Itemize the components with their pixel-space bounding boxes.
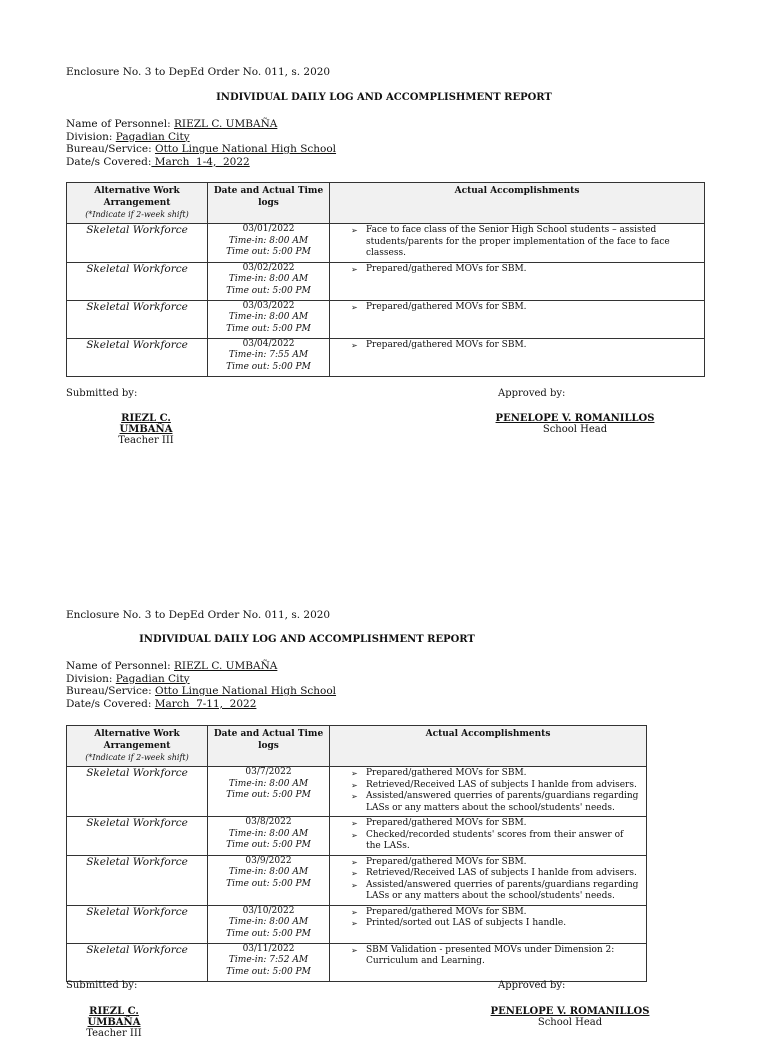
list-item: ➢ Prepared/gathered MOVs for SBM. <box>366 857 640 869</box>
list-item: ➢ Retrieved/Received LAS of subjects I hanlde from advisers. <box>366 780 640 792</box>
date-cell: 03/01/2022 Time-in: 8:00 AM Time out: 5:00 PM <box>208 224 330 263</box>
table-row <box>67 767 647 817</box>
table-row <box>67 905 647 943</box>
list-item: ➢ Prepared/gathered MOVs for SBM. <box>366 264 698 276</box>
arrangement-cell: Skeletal Workforce <box>67 224 208 263</box>
approved-by-label: Approved by: <box>498 980 566 991</box>
division-line <box>66 673 336 686</box>
table-row <box>67 262 705 300</box>
arrangement-cell: Skeletal Workforce <box>67 338 208 376</box>
name-label: Name of Personnel: <box>66 660 171 672</box>
arrangement-cell: Skeletal Workforce <box>67 262 208 300</box>
approver-name: PENELOPE V. ROMANILLOS <box>490 1006 650 1017</box>
bureau-label: Bureau/Service: <box>66 143 152 155</box>
table-row <box>67 300 705 338</box>
list-item: ➢ Prepared/gathered MOVs for SBM. <box>366 907 640 919</box>
dates-value: March 7-11, 2022 <box>154 697 257 710</box>
bureau-line <box>66 685 336 698</box>
list-item: ➢ Assisted/answered querries of parents/guardians regarding LASs or any matters about the school/students' needs. <box>366 880 640 903</box>
arrangement-cell: Skeletal Workforce <box>67 905 208 943</box>
division-value: Pagadian City <box>115 130 190 143</box>
submitter-title: Teacher III <box>86 1028 142 1039</box>
log-table-1 <box>66 182 705 377</box>
table-header <box>67 726 647 767</box>
division-label: Division: <box>66 672 113 685</box>
list-item: ➢ Prepared/gathered MOVs for SBM. <box>366 818 640 830</box>
approved-by-label: Approved by: <box>498 388 566 399</box>
accomplishments-cell <box>330 338 705 376</box>
date-cell: 03/04/2022 Time-in: 7:55 AM Time out: 5:00 PM <box>208 338 330 376</box>
dates-value: March 1-4, 2022 <box>151 155 250 168</box>
list-item: ➢ Retrieved/Received LAS of subjects I hanlde from advisers. <box>366 868 640 880</box>
dates-label: Date/s Covered: <box>66 155 152 168</box>
bureau-line <box>66 143 336 156</box>
name-line <box>66 118 336 131</box>
report-title: INDIVIDUAL DAILY LOG AND ACCOMPLISHMENT REPORT <box>139 634 475 645</box>
accomplishments-cell <box>330 943 647 981</box>
report-title: INDIVIDUAL DAILY LOG AND ACCOMPLISHMENT REPORT <box>216 92 552 103</box>
arrangement-cell: Skeletal Workforce <box>67 767 208 817</box>
approver-title: School Head <box>542 424 608 435</box>
accomplishments-cell <box>330 262 705 300</box>
shift-note: (*Indicate if 2-week shift) <box>85 210 189 219</box>
accomplishments-cell <box>330 300 705 338</box>
list-item: ➢ Prepared/gathered MOVs for SBM. <box>366 340 698 352</box>
arrangement-cell: Skeletal Workforce <box>67 855 208 905</box>
accomplishments-cell <box>330 767 647 817</box>
table-row <box>67 338 705 376</box>
date-cell: 03/10/2022 Time-in: 8:00 AM Time out: 5:00 PM <box>208 905 330 943</box>
shift-note: (*Indicate if 2-week shift) <box>85 753 189 762</box>
approver-name: PENELOPE V. ROMANILLOS <box>495 413 655 424</box>
enclosure-line: Enclosure No. 3 to DepEd Order No. 011, s. 2020 <box>66 609 331 621</box>
date-cell: 03/7/2022 Time-in: 8:00 AM Time out: 5:00 PM <box>208 767 330 817</box>
dates-label: Date/s Covered: <box>66 697 152 710</box>
date-cell: 03/02/2022 Time-in: 8:00 AM Time out: 5:00 PM <box>208 262 330 300</box>
log-table-2 <box>66 725 647 982</box>
table-header <box>67 183 705 224</box>
date-cell: 03/03/2022 Time-in: 8:00 AM Time out: 5:00 PM <box>208 300 330 338</box>
accomplishments-cell <box>330 224 705 263</box>
submitted-by-label: Submitted by: <box>66 980 138 991</box>
list-item: ➢ Prepared/gathered MOVs for SBM. <box>366 302 698 314</box>
date-cell: 03/9/2022 Time-in: 8:00 AM Time out: 5:00 PM <box>208 855 330 905</box>
enclosure-line: Enclosure No. 3 to DepEd Order No. 011, s. 2020 <box>66 66 331 78</box>
arrangement-cell: Skeletal Workforce <box>67 300 208 338</box>
approver-block <box>492 413 658 435</box>
table-row <box>67 855 647 905</box>
list-item: ➢ Printed/sorted out LAS of subjects I handle. <box>366 918 640 930</box>
list-item: ➢ Prepared/gathered MOVs for SBM. <box>366 768 640 780</box>
date-cell: 03/8/2022 Time-in: 8:00 AM Time out: 5:00 PM <box>208 817 330 856</box>
submitted-by-label: Submitted by: <box>66 388 138 399</box>
accomplishments-cell <box>330 817 647 856</box>
submitter-block <box>98 413 194 446</box>
table-row <box>67 943 647 981</box>
arrangement-cell: Skeletal Workforce <box>67 943 208 981</box>
submitter-name: RIEZL C. UMBAÑA <box>119 413 173 435</box>
name-label: Name of Personnel: <box>66 118 171 130</box>
date-cell: 03/11/2022 Time-in: 7:52 AM Time out: 5:00 PM <box>208 943 330 981</box>
personnel-info <box>66 660 336 710</box>
division-line <box>66 131 336 144</box>
col-date-header: Date and Actual Time logs <box>208 183 330 224</box>
col-date-header: Date and Actual Time logs <box>208 726 330 767</box>
bureau-value: Otto Lingue National High School <box>154 143 337 155</box>
personnel-name: RIEZL C. UMBAÑA <box>174 118 278 130</box>
bureau-value: Otto Lingue National High School <box>154 685 337 697</box>
col-accomplishments-header: Actual Accomplishments <box>330 183 705 224</box>
division-value: Pagadian City <box>115 672 190 685</box>
dates-line <box>66 156 336 169</box>
submitter-name: RIEZL C. UMBAÑA <box>87 1006 141 1028</box>
list-item: ➢ Face to face class of the Senior High School students – assisted students/parents for the proper implementation of the face to face classess. <box>366 225 698 260</box>
bureau-label: Bureau/Service: <box>66 685 152 697</box>
name-line <box>66 660 336 673</box>
col-arrangement-header: Alternative Work Arrangement (*Indicate if 2-week shift) <box>67 726 208 767</box>
dates-line <box>66 698 336 711</box>
personnel-info <box>66 118 336 168</box>
col-arrangement-header: Alternative Work Arrangement (*Indicate if 2-week shift) <box>67 183 208 224</box>
col-accomplishments-header: Actual Accomplishments <box>330 726 647 767</box>
submitter-title: Teacher III <box>118 435 174 446</box>
approver-title: School Head <box>537 1017 603 1028</box>
table-row <box>67 224 705 263</box>
list-item: ➢ Checked/recorded students' scores from their answer of the LASs. <box>366 830 640 853</box>
list-item: ➢ SBM Validation - presented MOVs under Dimension 2: Curriculum and Learning. <box>366 945 640 968</box>
division-label: Division: <box>66 130 113 143</box>
personnel-name: RIEZL C. UMBAÑA <box>174 660 278 672</box>
arrangement-cell: Skeletal Workforce <box>67 817 208 856</box>
table-row <box>67 817 647 856</box>
approver-block <box>487 1006 653 1028</box>
submitter-block <box>66 1006 162 1039</box>
accomplishments-cell <box>330 855 647 905</box>
accomplishments-cell <box>330 905 647 943</box>
list-item: ➢ Assisted/answered querries of parents/guardians regarding LASs or any matters about the school/students' needs. <box>366 791 640 814</box>
